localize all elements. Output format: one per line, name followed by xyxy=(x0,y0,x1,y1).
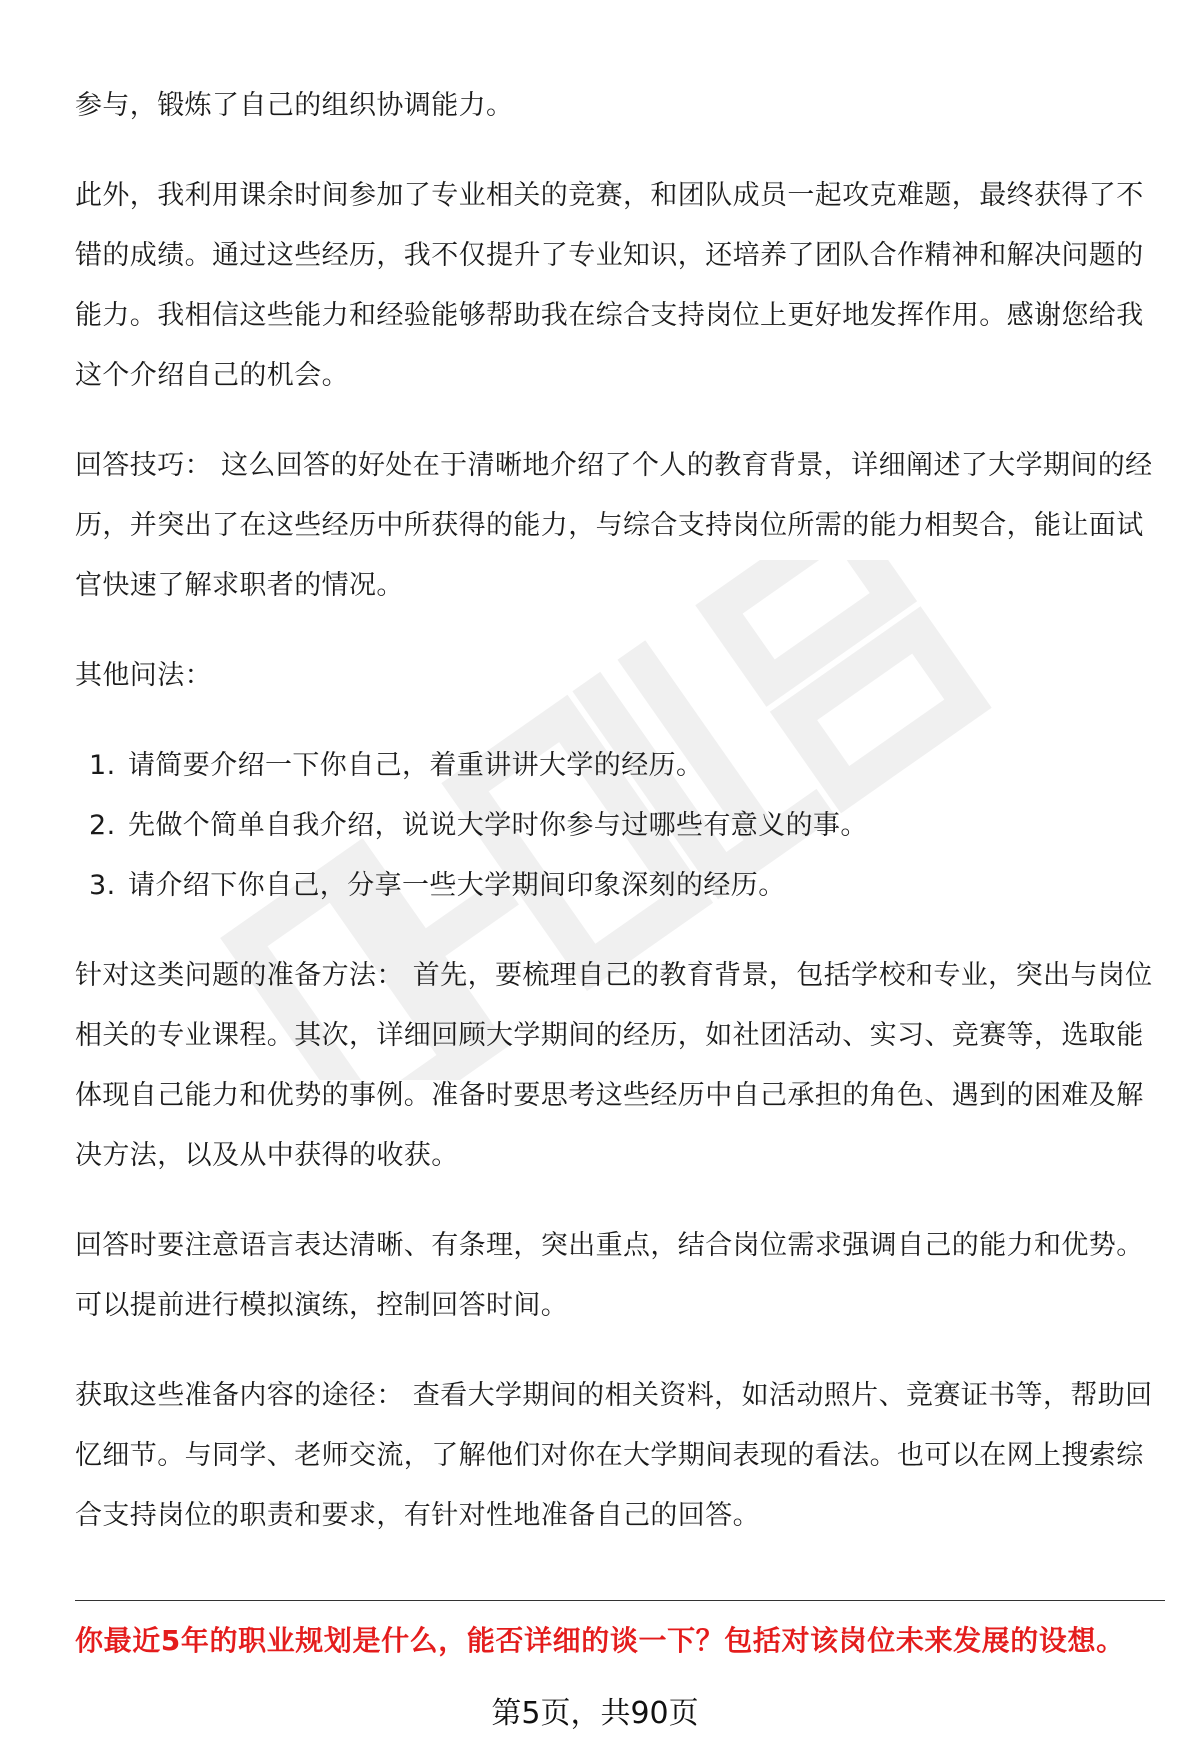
paragraph-prep-sources: 获取这些准备内容的途径： 查看大学期间的相关资料，如活动照片、竞赛证书等，帮助回忆细节。与同学、老师交流，了解他们对你在大学期间表现的看法。也可以在网上搜索综合支持岗位的职责和要求，有针对性地准备自己的回答。 xyxy=(75,1380,1153,1531)
section-divider xyxy=(75,1600,1165,1601)
list-item-text: 请介绍下你自己，分享一些大学期间印象深刻的经历。 xyxy=(128,870,786,901)
list-item-text: 先做个简单自我介绍，说说大学时你参与过哪些有意义的事。 xyxy=(128,810,868,841)
list-item-text: 请简要介绍一下你自己，着重讲讲大学的经历。 xyxy=(128,750,704,781)
list-item xyxy=(75,796,1165,856)
paragraph-other-questions-heading: 其他问法： xyxy=(75,660,212,691)
list-item-number: 1. xyxy=(89,750,116,781)
paragraph-intro-end: 参与，锻炼了自己的组织协调能力。 xyxy=(75,90,514,121)
paragraph-answer-tips: 回答技巧： 这么回答的好处在于清晰地介绍了个人的教育背景，详细阐述了大学期间的经历，并突出了在这些经历中所获得的能力，与综合支持岗位所需的能力相契合，能让面试官快速了解求职者的情况。 xyxy=(75,450,1153,601)
document-body xyxy=(75,76,1165,1546)
paragraph-prep-methods: 针对这类问题的准备方法： 首先，要梳理自己的教育背景，包括学校和专业，突出与岗位相关的专业课程。其次，详细回顾大学期间的经历，如社团活动、实习、竞赛等，选取能体现自己能力和优势的事例。准备时要思考这些经历中自己承担的角色、遇到的困难及解决方法，以及从中获得的收获。 xyxy=(75,960,1153,1171)
next-question-heading: 你最近5年的职业规划是什么，能否详细的谈一下？包括对该岗位未来发展的设想。 xyxy=(75,1624,1125,1657)
list-item xyxy=(75,856,1165,916)
paragraph-answer-notes: 回答时要注意语言表达清晰、有条理，突出重点，结合岗位需求强调自己的能力和优势。可以提前进行模拟演练，控制回答时间。 xyxy=(75,1230,1144,1321)
list-item xyxy=(75,736,1165,796)
page-number: 第5页，共90页 xyxy=(491,1696,699,1731)
paragraph-experience: 此外，我利用课余时间参加了专业相关的竞赛，和团队成员一起攻克难题，最终获得了不错的成绩。通过这些经历，我不仅提升了专业知识，还培养了团队合作精神和解决问题的能力。我相信这些能力和经验能够帮助我在综合支持岗位上更好地发挥作用。感谢您给我这个介绍自己的机会。 xyxy=(75,180,1144,391)
list-item-number: 2. xyxy=(89,810,116,841)
list-item-number: 3. xyxy=(89,870,116,901)
other-questions-list xyxy=(75,736,1165,916)
